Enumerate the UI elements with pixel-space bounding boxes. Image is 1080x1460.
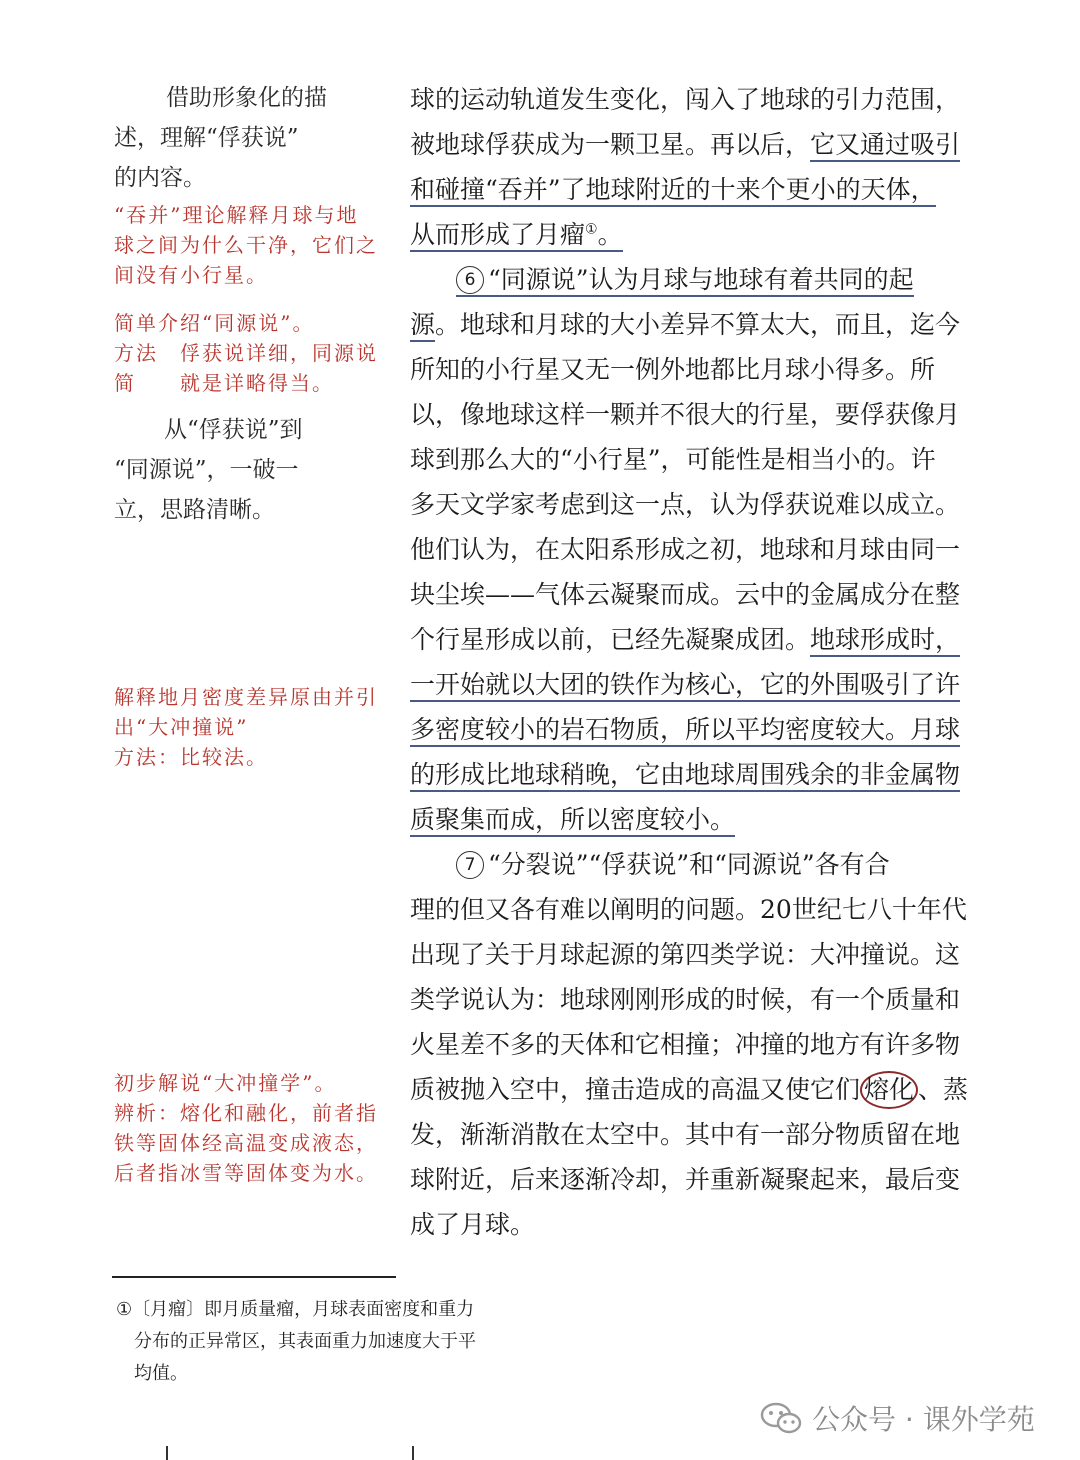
text-line <box>410 257 968 302</box>
note-line: 后者指冰雪等固体变为水。 <box>114 1161 378 1185</box>
text-span: 。地球和月球的大小差异不算太大，而且，迄今 <box>435 310 961 339</box>
text-span: 被地球俘获成为一颗卫星。再以后， <box>410 130 811 159</box>
text-span: “同源说”认为月球与地球有着共同的起 <box>488 265 914 294</box>
text-span: 、蒸 <box>918 1075 969 1104</box>
note-line: 方法 俘获说详细，同源说 <box>114 341 378 365</box>
note-line: 简 就是详略得当。 <box>114 371 334 395</box>
note-line: 方法：比较法。 <box>114 745 268 769</box>
text-span: 个行星形成以前，已经先凝聚成团。 <box>410 625 811 654</box>
note-line: 从“俘获说”到 <box>164 417 303 443</box>
text-line: 球的运动轨道发生变化，闯入了地球的引力范围， <box>410 85 961 114</box>
text-line: 火星差不多的天体和它相撞；冲撞的地方有许多物 <box>410 1030 961 1059</box>
footnote-line: 分布的正异常区，其表面重力加速度大于平 <box>116 1331 476 1352</box>
underlined-text <box>410 220 623 252</box>
margin-note-tunbing <box>114 200 378 290</box>
underlined-text: 源 <box>410 310 435 342</box>
main-text <box>410 77 968 1247</box>
text-line: 理的但又各有难以阐明的问题。20世纪七八十年代 <box>410 895 967 924</box>
text-line <box>410 1067 968 1112</box>
text-line: 发，渐渐消散在太空中。其中有一部分物质留在地 <box>410 1120 961 1149</box>
margin-note-logic <box>114 410 303 530</box>
note-line: 借助形象化的描 <box>166 85 327 111</box>
text-line <box>410 752 968 797</box>
note-line: 球之间为什么干净，它们之 <box>114 233 378 257</box>
underlined-text: 多密度较小的岩石物质，所以平均密度较大。月球 <box>410 715 960 747</box>
paragraph-number: 7 <box>456 851 484 879</box>
footnote <box>116 1294 476 1390</box>
margin-note-describe <box>114 78 327 198</box>
text-line: 出现了关于月球起源的第四类学说：大冲撞说。这 <box>410 940 961 969</box>
text-line: 球附近，后来逐渐冷却，并重新凝聚起来，最后变 <box>410 1165 961 1194</box>
paragraph-number: 6 <box>456 266 484 294</box>
text-line: 类学说认为：地球刚刚形成的时候，有一个质量和 <box>410 985 961 1014</box>
text-span: 从而形成了月瘤 <box>410 220 586 249</box>
note-line: 辨析：熔化和融化，前者指 <box>114 1101 378 1125</box>
underlined-text: 地球形成时， <box>810 625 960 657</box>
note-line: “同源说”，一破一 <box>114 457 299 483</box>
page-foot-divider <box>166 1446 168 1460</box>
watermark <box>760 1398 1035 1438</box>
text-line <box>410 122 968 167</box>
page-foot-divider <box>412 1446 414 1460</box>
text-line <box>410 662 968 707</box>
text-line: 球到那么大的“小行星”，可能性是相当小的。许 <box>410 445 936 474</box>
text-span: 质被抛入空中，撞击造成的高温又使它们 <box>410 1075 861 1104</box>
note-line: “吞并”理论解释月球与地 <box>114 203 359 227</box>
underlined-text <box>456 265 914 297</box>
note-line: 出“大冲撞说” <box>114 715 249 739</box>
margin-note-tongyuan <box>114 308 378 398</box>
text-line: 他们认为，在太阳系形成之初，地球和月球由同一 <box>410 535 961 564</box>
text-line <box>410 617 968 662</box>
watermark-text: 公众号 · 课外学苑 <box>812 1403 1035 1436</box>
note-line: 简单介绍“同源说”。 <box>114 311 315 335</box>
footnote-line: ①〔月瘤〕即月质量瘤，月球表面密度和重力 <box>116 1299 475 1320</box>
text-line: 以，像地球这样一颗并不很大的行星，要俘获像月 <box>410 400 961 429</box>
text-line: 所知的小行星又无一例外地都比月球小得多。所 <box>410 355 936 384</box>
text-line <box>410 797 968 842</box>
footnote-line: 均值。 <box>116 1363 188 1384</box>
note-line: 解释地月密度差异原由并引 <box>114 685 378 709</box>
note-line: 的内容。 <box>114 165 206 191</box>
note-line: 初步解说“大冲撞学”。 <box>114 1071 337 1095</box>
footnote-rule <box>112 1276 396 1278</box>
text-line: 块尘埃——气体云凝聚而成。云中的金属成分在整 <box>410 580 961 609</box>
text-line <box>410 302 968 347</box>
note-line: 间没有小行星。 <box>114 263 268 287</box>
underlined-text: 质聚集而成，所以密度较小。 <box>410 805 735 837</box>
text-span: 。 <box>597 220 623 249</box>
margin-note-density <box>114 682 378 772</box>
underlined-text: 的形成比地球稍晚，它由地球周围残余的非金属物 <box>410 760 960 792</box>
text-line: 多天文学家考虑到这一点，认为俘获说难以成立。 <box>410 490 961 519</box>
note-line: 述，理解“俘获说” <box>114 125 299 151</box>
text-line <box>410 707 968 752</box>
text-line <box>410 842 968 887</box>
wechat-icon <box>760 1401 802 1435</box>
text-line <box>410 212 968 257</box>
margin-note-impact <box>114 1068 378 1188</box>
text-line: 成了月球。 <box>410 1210 536 1239</box>
underlined-text: 一开始就以大团的铁作为核心，它的外围吸引了许 <box>410 670 960 702</box>
underlined-text: 它又通过吸引 <box>810 130 960 162</box>
note-line: 立，思路清晰。 <box>114 497 275 523</box>
text-line <box>410 167 968 212</box>
footnote-marker: ① <box>585 221 598 238</box>
underlined-text: 和碰撞“吞并”了地球附近的十来个更小的天体， <box>410 175 936 207</box>
note-line: 铁等固体经高温变成液态， <box>114 1131 378 1155</box>
circled-word: 熔化 <box>860 1071 918 1109</box>
text-span: “分裂说”“俘获说”和“同源说”各有合 <box>488 850 890 879</box>
